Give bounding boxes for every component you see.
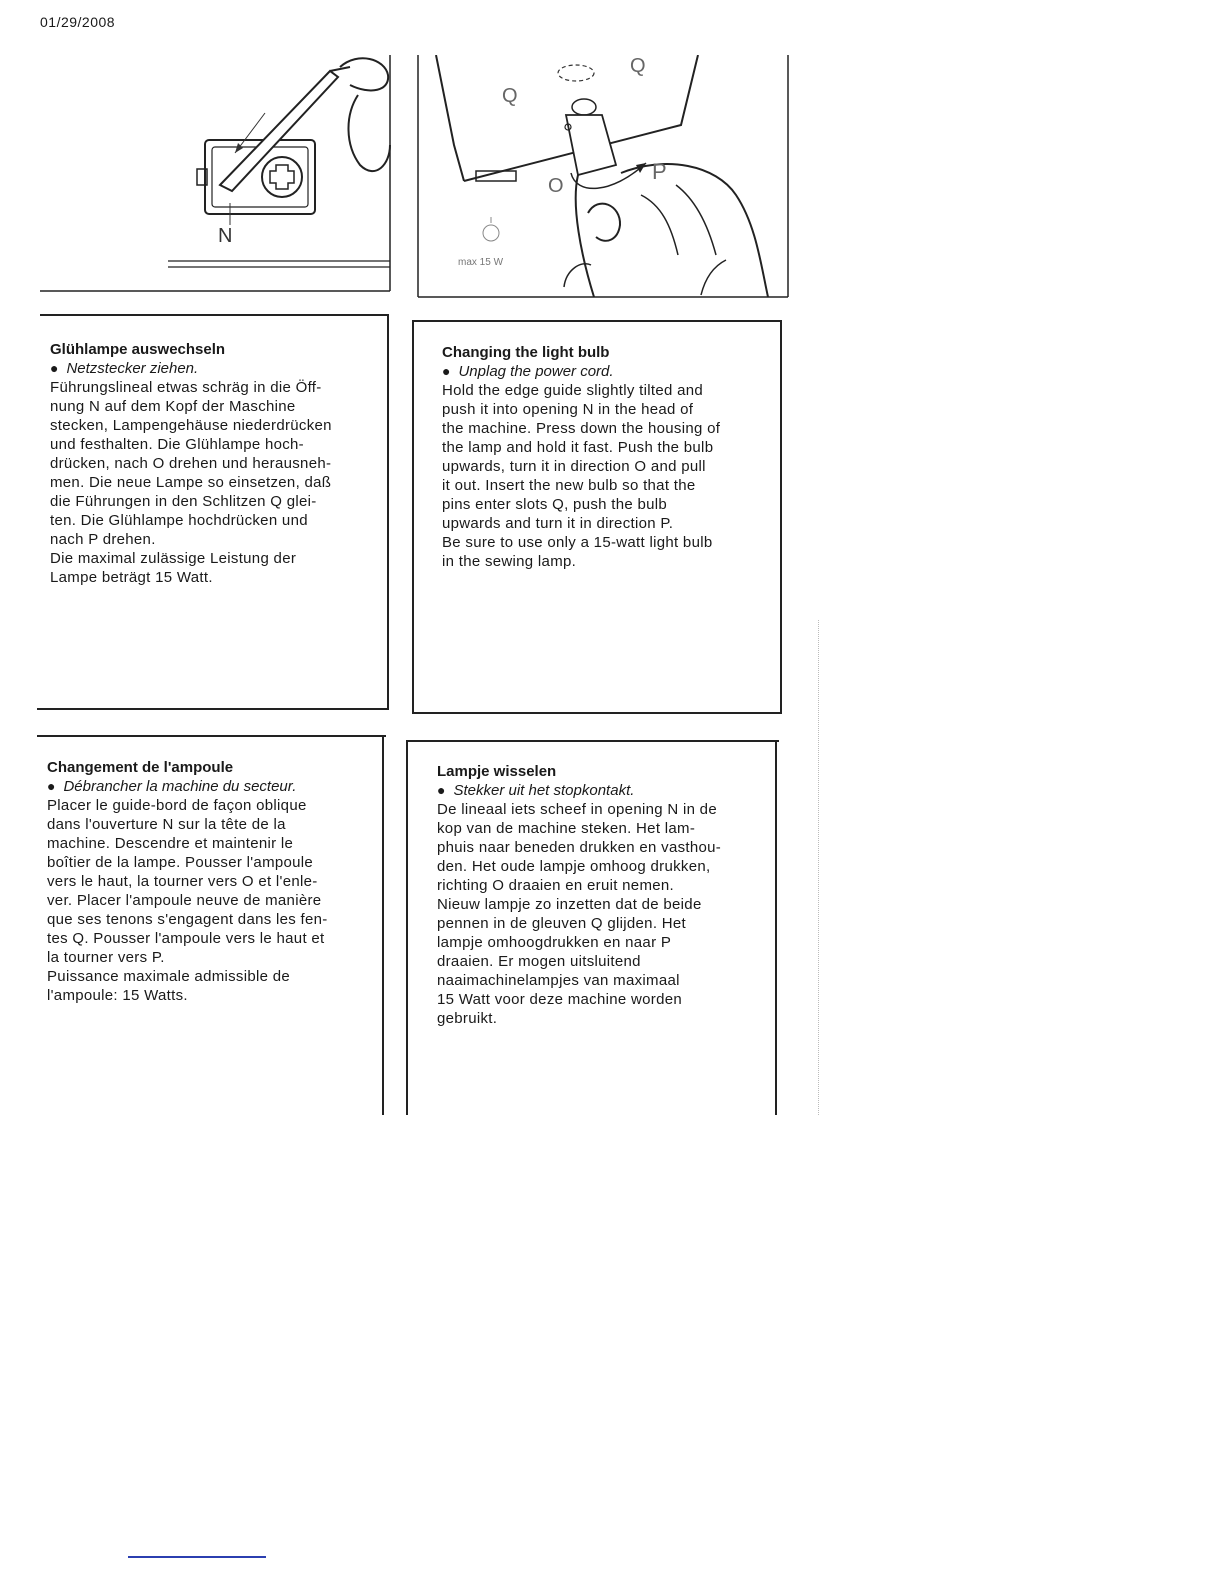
warning-line	[50, 359, 332, 378]
body-line: upwards, turn it in direction O and pull	[442, 458, 706, 475]
body-line: que ses tenons s'engagent dans les fen-	[47, 911, 328, 928]
section-body	[47, 796, 328, 1005]
warning-text: Stekker uit het stopkontakt.	[453, 782, 635, 799]
body-line: the lamp and hold it fast. Push the bulb	[442, 439, 714, 456]
lamp-wattage-caption: max 15 W	[458, 257, 504, 268]
body-line: Führungslineal etwas schräg in die Öff-	[50, 379, 322, 396]
body-line: push it into opening N in the head of	[442, 401, 694, 418]
section-body	[437, 800, 721, 1028]
divider-dutch-top	[408, 740, 779, 742]
body-line: pennen in de gleuven Q glijden. Het	[437, 915, 687, 932]
body-line: it out. Insert the new bulb so that the	[442, 477, 696, 494]
body-line: dans l'ouverture N sur la tête de la	[47, 816, 286, 833]
body-line: men. Die neue Lampe so einsetzen, daß	[50, 474, 332, 491]
body-line: upwards and turn it in direction P.	[442, 515, 674, 532]
bullet-icon: ●	[437, 782, 446, 798]
illustration-bulb-change	[416, 55, 791, 300]
body-line: Nieuw lampje zo inzetten dat de beide	[437, 896, 702, 913]
section-title: Changing the light bulb	[442, 344, 610, 361]
section-body	[442, 381, 720, 571]
body-line: phuis naar beneden drukken en vasthou-	[437, 839, 722, 856]
body-line: drücken, nach O drehen und herausneh-	[50, 455, 332, 472]
divider-mid-right	[412, 712, 782, 714]
body-line: Be sure to use only a 15-watt light bulb	[442, 534, 713, 551]
body-line: 15 Watt voor deze machine worden	[437, 991, 682, 1008]
body-line: Placer le guide-bord de façon oblique	[47, 797, 307, 814]
body-line: lampje omhoogdrukken en naar P	[437, 934, 672, 951]
body-line: the machine. Press down the housing of	[442, 420, 721, 437]
border-english-right	[780, 320, 782, 714]
section-dutch	[437, 762, 721, 1028]
warning-line	[47, 777, 328, 796]
body-line: kop van de machine steken. Het lam-	[437, 820, 696, 837]
label-n: N	[218, 225, 233, 247]
body-line: vers le haut, la tourner vers O et l'enle-	[47, 873, 318, 890]
section-german	[50, 340, 332, 587]
body-line: machine. Descendre et maintenir le	[47, 835, 294, 852]
label-p: P	[652, 159, 667, 184]
body-line: Lampe beträgt 15 Watt.	[50, 569, 213, 586]
label-o: O	[548, 175, 564, 197]
body-line: tes Q. Pousser l'ampoule vers le haut et	[47, 930, 325, 947]
body-line: und festhalten. Die Glühlampe hoch-	[50, 436, 304, 453]
body-line: boîtier de la lampe. Pousser l'ampoule	[47, 854, 314, 871]
warning-text: Netzstecker ziehen.	[66, 360, 199, 377]
warning-text: Débrancher la machine du secteur.	[63, 778, 297, 795]
border-english-left	[412, 320, 414, 712]
bullet-icon: ●	[50, 360, 59, 376]
warning-text: Unplag the power cord.	[458, 363, 614, 380]
bullet-icon: ●	[442, 363, 451, 379]
section-title: Glühlampe auswechseln	[50, 341, 226, 358]
divider-top-left	[40, 314, 389, 316]
body-line: nach P drehen.	[50, 531, 156, 548]
body-line: gebruikt.	[437, 1010, 498, 1027]
footer-link-underline[interactable]	[128, 1556, 266, 1558]
section-english	[442, 343, 720, 571]
body-line: die Führungen in den Schlitzen Q glei-	[50, 493, 317, 510]
body-line: richting O draaien en eruit nemen.	[437, 877, 674, 894]
body-line: in the sewing lamp.	[442, 553, 577, 570]
page-date: 01/29/2008	[40, 14, 116, 30]
illustration-edge-guide	[40, 55, 395, 295]
warning-line	[437, 781, 721, 800]
border-dutch-left	[406, 740, 408, 1115]
bullet-icon: ●	[47, 778, 56, 794]
body-line: draaien. Er mogen uitsluitend	[437, 953, 641, 970]
body-line: Die maximal zulässige Leistung der	[50, 550, 297, 567]
section-title: Lampje wisselen	[437, 763, 557, 780]
body-line: l'ampoule: 15 Watts.	[47, 987, 188, 1004]
warning-line	[442, 362, 720, 381]
label-q-left: Q	[502, 85, 518, 107]
body-line: den. Het oude lampje omhoog drukken,	[437, 858, 711, 875]
border-dutch-right	[775, 740, 777, 1115]
section-title: Changement de l'ampoule	[47, 759, 234, 776]
body-line: la tourner vers P.	[47, 949, 165, 966]
divider-top-right	[414, 320, 782, 322]
body-line: ver. Placer l'ampoule neuve de manière	[47, 892, 322, 909]
divider-french-top	[37, 735, 386, 737]
body-line: De lineaal iets scheef in opening N in de	[437, 801, 717, 818]
body-line: naaimachinelampjes van maximaal	[437, 972, 680, 989]
border-french-right	[382, 735, 384, 1115]
section-french	[47, 758, 328, 1005]
body-line: stecken, Lampengehäuse niederdrücken	[50, 417, 332, 434]
divider-mid-left	[37, 708, 387, 710]
body-line: Hold the edge guide slightly tilted and	[442, 382, 704, 399]
edge-guide-drawing	[40, 55, 395, 295]
section-body	[50, 378, 332, 587]
body-line: ten. Die Glühlampe hochdrücken und	[50, 512, 308, 529]
body-line: Puissance maximale admissible de	[47, 968, 291, 985]
body-line: nung N auf dem Kopf der Maschine	[50, 398, 296, 415]
body-line: pins enter slots Q, push the bulb	[442, 496, 668, 513]
label-q-right: Q	[630, 55, 646, 77]
border-german-right	[387, 314, 389, 710]
scan-edge-artifact	[818, 620, 820, 1115]
